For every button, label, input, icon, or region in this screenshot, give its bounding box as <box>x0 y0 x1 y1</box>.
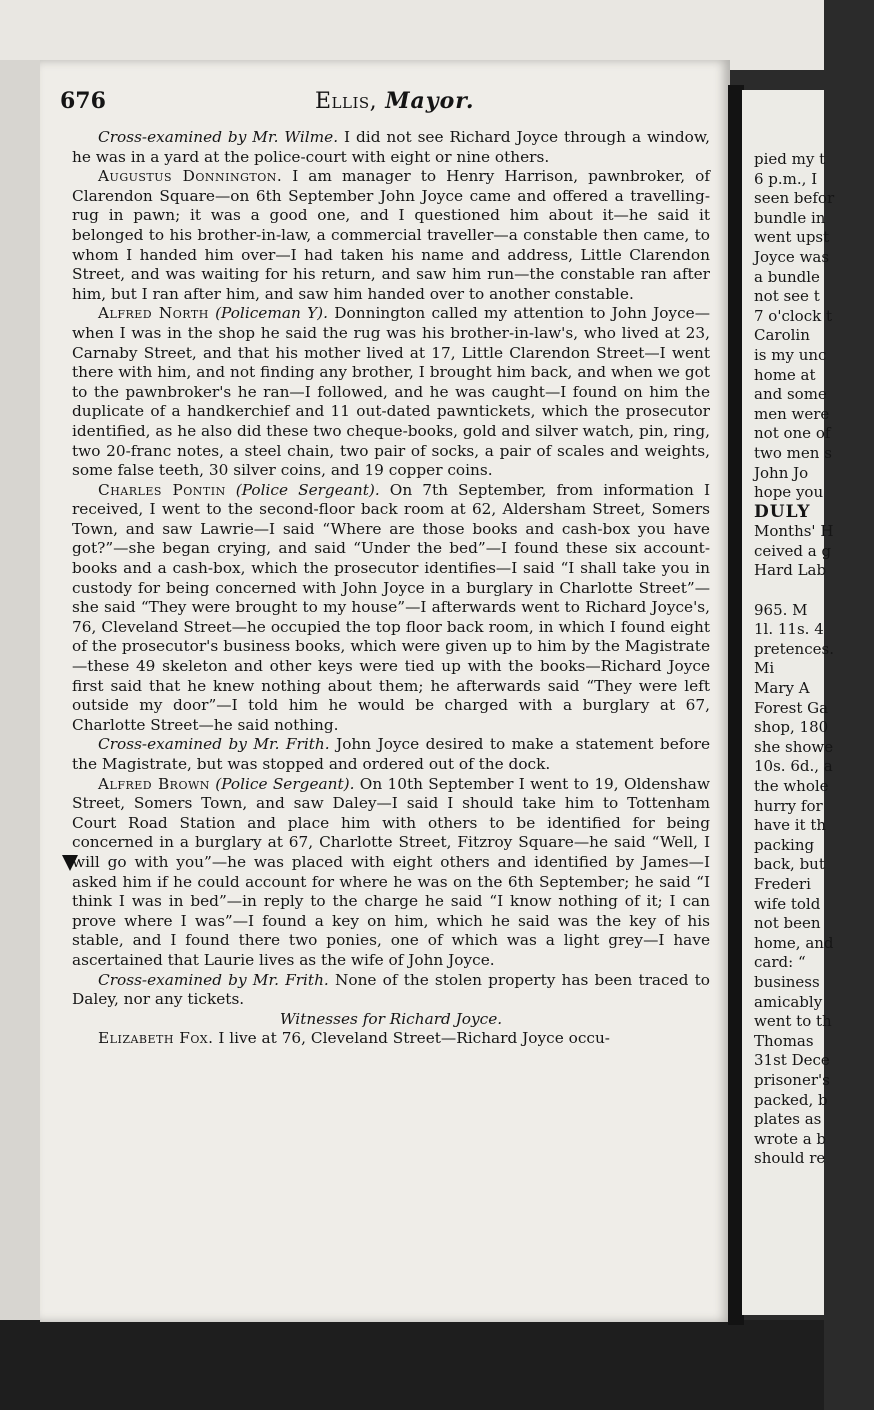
right-page-line: 6 p.m., I <box>754 169 818 188</box>
paragraph <box>72 735 710 774</box>
right-page-line: Mi <box>754 659 775 678</box>
paragraph-lead: Cross-examined by Mr. Wilme. <box>98 128 339 146</box>
right-page-line: Thomas <box>754 1031 814 1050</box>
running-head-name: Ellis, <box>315 89 378 114</box>
right-page-line: 31st Dece <box>754 1051 830 1070</box>
right-page-line: plates as <box>754 1110 822 1129</box>
right-page-line: business <box>754 972 820 991</box>
body-text <box>72 128 710 1049</box>
right-page-line: shop, 180 <box>754 718 829 737</box>
paragraph <box>72 481 710 736</box>
right-page-line: packing <box>754 835 815 854</box>
paragraph <box>72 971 710 1010</box>
right-page-line: hurry for <box>754 796 823 815</box>
right-page-line: wife told <box>754 894 821 913</box>
scan-left-edge <box>0 60 40 1350</box>
right-page-line: seen befor <box>754 189 835 208</box>
page-header <box>60 86 710 120</box>
scan-bottom-background <box>0 1320 824 1410</box>
paragraph-lead: Witnesses for Richard Joyce. <box>279 1009 503 1028</box>
paragraph-text: I am manager to Henry Harrison, pawnbroker, of Clarendon Square—on 6th September John Joyce came and offered a travelling-rug in pawn; it was a good one, and I questioned him about it—he said it belonged to his brother-in-law, a commercial traveller—a constable then came, to whom I handed him over—I had taken his name and address, Little Clarendon Street, and was waiting for his return, and saw him run—the constable ran after him, but I ran after him, and saw him handed over to another constable. <box>72 167 710 303</box>
right-page-line: 7 o'clock t <box>754 306 832 325</box>
right-page-line: she showe <box>754 737 834 756</box>
right-page-line: not been <box>754 914 821 933</box>
right-page-line: John Jo <box>754 463 809 482</box>
right-page-line: and some <box>754 385 827 404</box>
paragraph-lead: Cross-examined by Mr. Frith. <box>98 735 330 754</box>
paragraph-text: John Joyce desired to make a statement before the Magistrate, but was stopped and ordered out of the dock. <box>72 735 711 773</box>
paragraph-role: (Police Sergeant). <box>209 774 355 793</box>
right-page-line: back, but <box>754 855 825 874</box>
paragraph <box>72 167 710 304</box>
right-page-line: card: “ <box>754 953 806 972</box>
right-page-line: two men s <box>754 443 832 462</box>
paragraph-text: I did not see Richard Joyce through a window, he was in a yard at the police-court with eight or nine others. <box>72 128 711 166</box>
right-page-line: is my unc <box>754 345 827 364</box>
paragraph <box>72 1029 710 1049</box>
paragraph-text: None of the stolen property has been traced to Daley, nor any tickets. <box>72 970 710 1009</box>
right-page-line: men were <box>754 404 830 423</box>
right-page-line: should re <box>754 1149 826 1168</box>
right-page-line: amicably <box>754 992 823 1011</box>
right-page-line: Forest Ga <box>754 698 829 717</box>
right-page-line: Months' H <box>754 522 834 541</box>
paragraph-lead: Elizabeth Fox. <box>98 1029 214 1048</box>
right-page-line: pretences. <box>754 639 834 658</box>
right-page-line: home at <box>754 365 816 384</box>
right-page-line: the whole <box>754 777 829 795</box>
right-page-line: Mary A <box>754 679 810 698</box>
paragraph-lead: Augustus Donnington. <box>98 167 283 186</box>
right-page-line: prisoner's <box>754 1070 830 1089</box>
right-page-line: went to th <box>754 1012 832 1031</box>
paragraph <box>72 304 710 480</box>
right-page-line: Carolin <box>754 326 810 345</box>
right-page-line: have it th <box>754 816 827 835</box>
paragraph <box>72 128 710 167</box>
paragraph-lead: Charles Pontin <box>98 480 226 499</box>
right-page <box>742 90 835 1315</box>
right-page-line: a bundle <box>754 267 820 286</box>
paragraph-lead: Cross-examined by Mr. Frith. <box>98 970 329 989</box>
paragraph-text: On 7th September, from information I received, I went to the second-floor back room at 62, Aldersham Street, Somers Town, and saw Lawrie—I said “Where are those books and cash-box you have got?”—she began crying, and said “Under the bed”—I found these six account-books and a cash-box, which the prosecutor identifies—I said “I shall take you in custody for being concerned with John Joyce in a burglary in Charlotte Street”—she said “They were brought to my house”—I afterwards went to Richard Joyce's, 76, Cleveland Street—he occupied the top floor back room, in which I found eight of the prosecutor's business books, which were given up to him by the Magistrate—these 49 skeleton and other keys were tied up with the books—Richard Joyce first said that he knew nothing about them; he afterwards said “They were left outside my door”—I told him he would be charged with a burglary at 67, Charlotte Street—he said nothing. <box>72 480 710 734</box>
right-page-line: packed, b <box>754 1090 828 1109</box>
paragraph <box>72 775 710 971</box>
right-page-line: wrote a b <box>754 1129 827 1148</box>
paragraph-text: Donnington called my attention to John Joyce—when I was in the shop he said the rug was his brother-in-law's, who lived at 23, Carnaby Street, and that his mother lived at 17, Little Clarendon Street—I went there with him, and not finding any brother, I brought him back, and when we got to the pawnbroker's he ran—I followed, and he was caught—I found on him the duplicate of a handkerchief and 11 out-dated pawntickets, which the prosecutor identified, as he also did these two cheque-books, gold and silver watch, pin, ring, two 20-franc notes, a steel chain, two pair of socks, a pair of scales and weights, some false teeth, 30 silver coins, and 19 copper coins. <box>72 304 710 480</box>
right-page-line: pied my t <box>754 150 826 168</box>
paragraph-lead: Alfred Brown <box>98 774 210 793</box>
right-page-line: hope you <box>754 483 824 502</box>
paragraph-role: (Police Sergeant). <box>225 480 380 499</box>
right-page-line: 10s. 6d., a <box>754 757 833 776</box>
right-page-line: Frederi <box>754 874 811 893</box>
paragraph-text: I live at 76, Cleveland Street—Richard Joyce occu- <box>213 1029 610 1048</box>
right-page-line: home, and <box>754 933 834 952</box>
right-page-line: ceived a g <box>754 541 832 560</box>
right-page-line: Joyce was <box>754 247 830 266</box>
right-page-line: 965. M <box>754 600 808 619</box>
right-page-line: went upst <box>754 228 830 247</box>
right-page-line: Hard Lab <box>754 561 827 580</box>
right-page-line: bundle in <box>754 208 826 227</box>
right-page-line: not see t <box>754 287 820 306</box>
running-head-title: Mayor. <box>385 88 475 114</box>
paragraph-role: (Policeman Y). <box>208 304 329 323</box>
right-page-line: DULY <box>754 501 811 522</box>
right-page-text <box>754 150 874 1169</box>
paragraph-text: On 10th September I went to 19, Oldenshaw Street, Somers Town, and saw Daley—I said I should take him to Tottenham Court Road Station and place him with others to be identified for being concerned in a burglary at 67, Charlotte Street, Fitzroy Square—he said “Well, I will go with you”—he was placed with eight others and identified by James—I asked him if he could account for where he was on the 6th September; he said “I think I was in bed”—in reply to the charge he said “I know nothing of it; I can prove where I was”—I found a key on him, which he said was the key of his stable, and I found there two ponies, one of which was a light grey—I have ascertained that Laurie lives as the wife of John Joyce. <box>72 774 711 969</box>
paragraph <box>72 1010 710 1030</box>
page-number: 676 <box>60 88 106 114</box>
right-page-line: not one of <box>754 424 831 443</box>
running-head <box>315 88 474 114</box>
right-page-line <box>754 581 874 601</box>
right-page-line: 1l. 11s. 4 <box>754 620 824 639</box>
paragraph-lead: Alfred North <box>98 304 209 323</box>
